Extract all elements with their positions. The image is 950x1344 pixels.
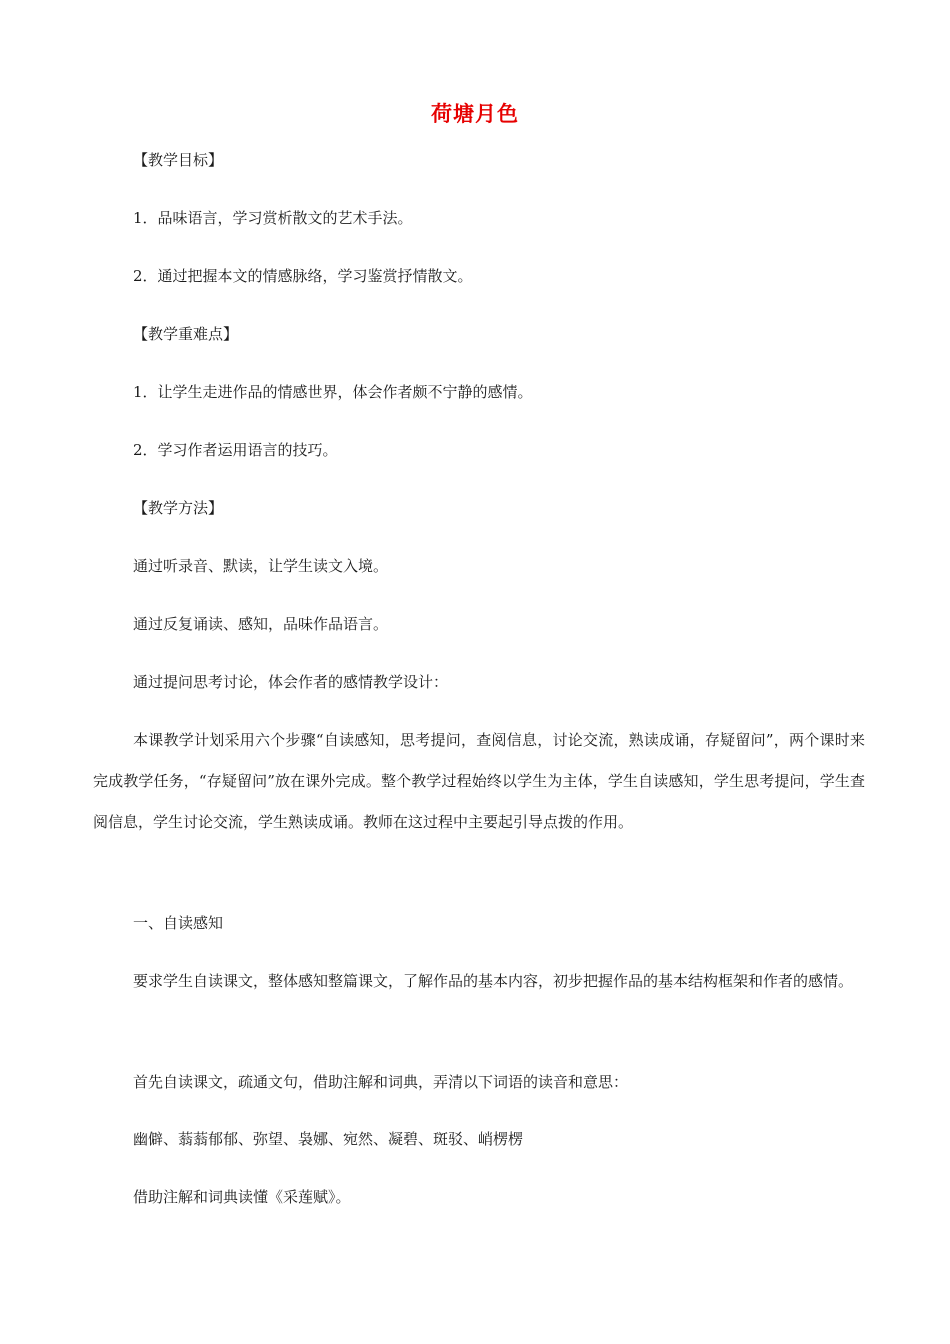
method-item-1: 通过听录音、默读，让学生读文入境。 — [133, 557, 389, 575]
paragraph-requirement: 要求学生自读课文，整体感知整篇课文，了解作品的基本内容，初步把握作品的基本结构框架和作者的感情。 — [133, 972, 854, 990]
heading-teaching-goals: 【教学目标】 — [133, 151, 224, 169]
heading-teaching-methods: 【教学方法】 — [133, 499, 224, 517]
instruction-first: 首先自读课文，疏通文句，借助注解和词典，弄清以下词语的读音和意思： — [133, 1073, 629, 1091]
goal-item-2: 2．通过把握本文的情感脉络，学习鉴赏抒情散文。 — [133, 267, 473, 285]
vocabulary-list: 幽僻、蓊蓊郁郁、弥望、袅娜、宛然、凝碧、斑驳、峭楞楞 — [133, 1130, 524, 1148]
paragraph-lesson-plan: 本课教学计划采用六个步骤“自读感知，思考提问，查阅信息，讨论交流，熟读成诵，存疑留问”，两个课时来完成教学任务，“存疑留问”放在课外完成。整个教学过程始终以学生为主体，学生自读感知，学生思考提问，学生查阅信息，学生讨论交流，学生熟读成诵。教师在这过程中主要起引导点拨的作用。 — [93, 731, 865, 831]
method-item-3: 通过提问思考讨论，体会作者的感情教学设计： — [133, 673, 449, 691]
instruction-borrow: 借助注解和词典读懂《采莲赋》。 — [133, 1188, 351, 1206]
section-heading-self-reading: 一、自读感知 — [133, 914, 224, 932]
method-item-2: 通过反复诵读、感知，品味作品语言。 — [133, 615, 389, 633]
goal-item-1: 1．品味语言，学习赏析散文的艺术手法。 — [133, 209, 413, 227]
page-title: 荷塘月色 — [431, 102, 519, 126]
heading-key-difficulties: 【教学重难点】 — [133, 325, 239, 343]
difficulty-item-2: 2．学习作者运用语言的技巧。 — [133, 441, 338, 459]
difficulty-item-1: 1．让学生走进作品的情感世界，体会作者颇不宁静的感情。 — [133, 383, 533, 401]
